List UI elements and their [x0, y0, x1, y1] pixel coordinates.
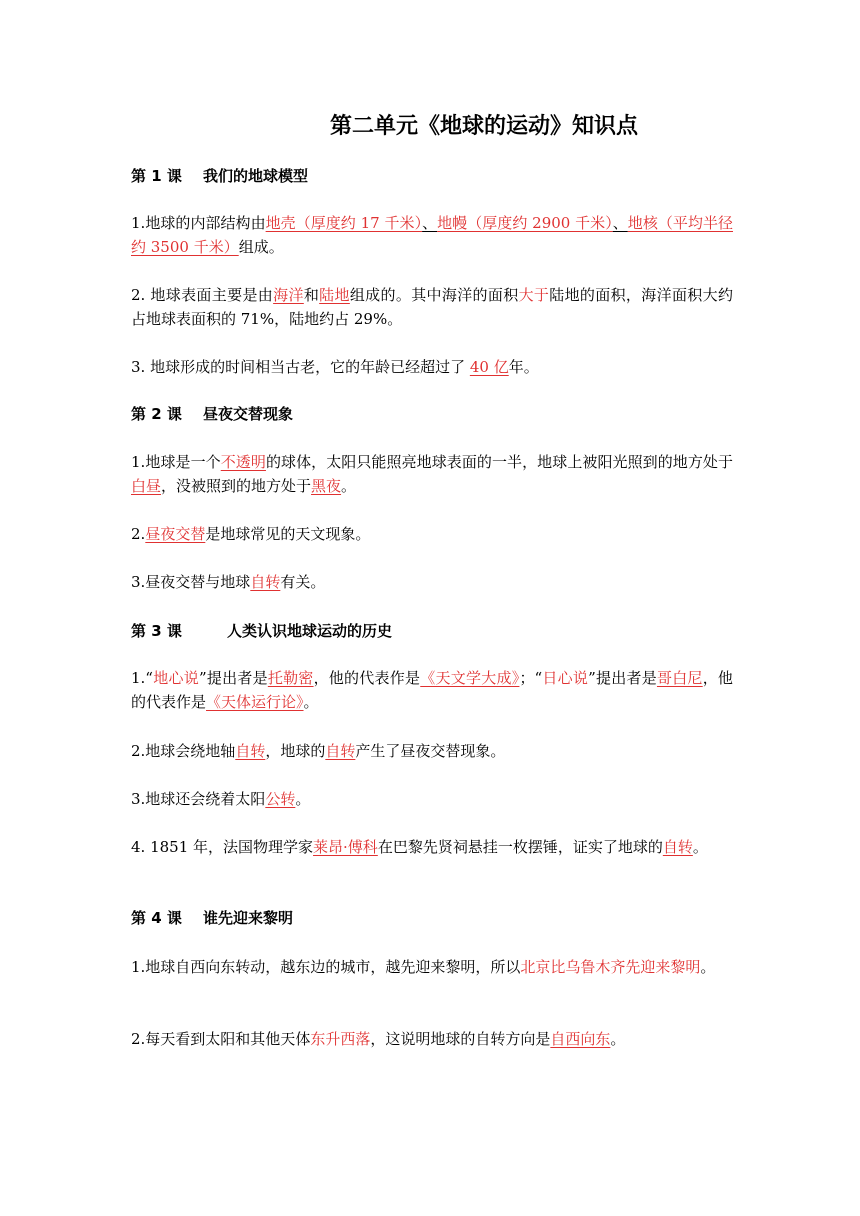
text-segment: ，他的代表作是	[131, 669, 733, 711]
highlighted-answer: 地核（平均半径约 3500 千米）	[131, 214, 733, 256]
lesson-1-point-1	[131, 211, 733, 259]
highlighted-answer: 地幔（厚度约 2900 千米）	[437, 214, 613, 232]
lesson-1-heading	[131, 165, 308, 187]
highlighted-answer: 海洋	[273, 286, 304, 304]
lesson-number: 第 2 课	[131, 405, 182, 423]
highlighted-answer: 自西向东	[550, 1030, 611, 1048]
highlighted-answer: 自转	[325, 742, 356, 760]
text-segment: 2.	[131, 525, 146, 543]
lesson-4-heading	[131, 907, 293, 929]
lesson-3-point-2	[131, 739, 733, 763]
text-segment: 在巴黎先贤祠悬挂一枚摆锤，证实了地球的	[377, 838, 663, 856]
text-segment: 2. 地球表面主要是由	[131, 286, 274, 304]
highlighted-answer: 昼夜交替	[145, 525, 206, 543]
lesson-number: 第 1 课	[131, 167, 182, 185]
text-segment: 是地球常见的天文现象。	[205, 525, 371, 543]
lesson-3-heading	[131, 620, 392, 642]
text-segment: 。	[341, 477, 357, 495]
highlighted-answer: 公转	[265, 790, 296, 808]
text-segment: 3.昼夜交替与地球	[131, 573, 251, 591]
lesson-number: 第 4 课	[131, 909, 182, 927]
key-term: 大于	[518, 286, 550, 304]
highlighted-answer: 哥白尼	[656, 669, 703, 687]
text-segment: 有关。	[280, 573, 326, 591]
text-segment: 年。	[508, 358, 539, 376]
highlighted-answer: 地壳（厚度约 17 千米）	[265, 214, 423, 232]
text-segment: ”提出者是	[198, 669, 268, 687]
text-segment: ，没被照到的地方处于	[161, 477, 312, 495]
text-segment: 组成。	[238, 238, 284, 256]
lesson-number: 第 3 课	[131, 622, 182, 640]
text-segment: ；“	[519, 669, 543, 687]
key-term: 地心说	[152, 669, 199, 687]
key-term: 日心说	[542, 669, 589, 687]
lesson-2-point-3	[131, 570, 733, 594]
highlighted-answer: 黑夜	[311, 477, 342, 495]
key-term: 北京比乌鲁木齐先迎来黎明	[520, 958, 701, 976]
text-segment: 陆地的面积，海洋面积大约占地球表面积的 71%，陆地约占 29%。	[131, 286, 733, 328]
text-segment: 和	[303, 286, 320, 304]
text-segment: ，这说明地球的自转方向是	[370, 1030, 551, 1048]
highlighted-answer: 不透明	[220, 453, 266, 471]
text-segment: 4. 1851 年，法国物理学家	[131, 838, 314, 856]
highlighted-answer: 40 亿	[469, 358, 509, 376]
lesson-4-point-1	[131, 955, 733, 979]
highlighted-answer: 《天文学大成》	[420, 669, 520, 687]
text-segment: ，他的代表作是	[313, 669, 421, 687]
lesson-1-point-3	[131, 355, 733, 379]
highlighted-answer: 陆地	[319, 286, 350, 304]
text-segment: 。	[295, 790, 311, 808]
lesson-name: 昼夜交替现象	[203, 405, 294, 423]
text-segment: 产生了昼夜交替现象。	[355, 742, 506, 760]
text-segment: 3. 地球形成的时间相当古老，它的年龄已经超过了	[131, 358, 470, 376]
highlighted-answer: 自转	[662, 838, 693, 856]
text-segment: 。	[610, 1030, 626, 1048]
text-segment: ”提出者是	[588, 669, 657, 687]
lesson-2-point-2	[131, 522, 733, 546]
highlighted-answer: 莱昂·傅科	[313, 838, 378, 856]
text-segment: 。	[700, 958, 716, 976]
highlighted-answer: 自转	[250, 573, 281, 591]
lesson-1-point-2	[131, 283, 733, 331]
highlighted-answer: 白昼	[131, 477, 162, 495]
text-segment: 。	[692, 838, 708, 856]
text-segment: 2.地球会绕地轴	[131, 742, 236, 760]
text-segment: ，地球的	[265, 742, 326, 760]
lesson-name: 我们的地球模型	[203, 167, 309, 185]
lesson-3-point-3	[131, 787, 733, 811]
highlighted-answer: 《天体运行论》	[206, 693, 304, 711]
key-term: 东升西落	[310, 1030, 371, 1048]
lesson-4-point-2	[131, 1027, 733, 1051]
text-segment: 3.地球还会绕着太阳	[131, 790, 266, 808]
lesson-3-point-4	[131, 835, 733, 859]
lesson-3-point-1	[131, 666, 733, 714]
lesson-name: 谁先迎来黎明	[203, 909, 294, 927]
highlighted-answer: 托勒密	[267, 669, 314, 687]
text-segment: 1.“	[131, 669, 153, 687]
text-segment: 的球体，太阳只能照亮地球表面的一半，地球上被阳光照到的地方处于	[265, 453, 733, 471]
lesson-2-point-1	[131, 450, 733, 498]
text-segment: 1.地球自西向东转动，越东边的城市，越先迎来黎明，所以	[131, 958, 521, 976]
text-segment: 。	[303, 693, 319, 711]
lesson-name: 人类认识地球运动的历史	[227, 622, 393, 640]
highlighted-answer: 自转	[235, 742, 266, 760]
page-title: 第二单元《地球的运动》知识点	[330, 114, 639, 139]
text-segment: 2.每天看到太阳和其他天体	[131, 1030, 311, 1048]
text-segment: 、	[612, 214, 628, 232]
text-segment: 、	[422, 214, 438, 232]
text-segment: 组成的。其中海洋的面积	[349, 286, 519, 304]
text-segment: 1.地球是一个	[131, 453, 221, 471]
text-segment: 1.地球的内部结构由	[131, 214, 266, 232]
lesson-2-heading	[131, 403, 293, 425]
